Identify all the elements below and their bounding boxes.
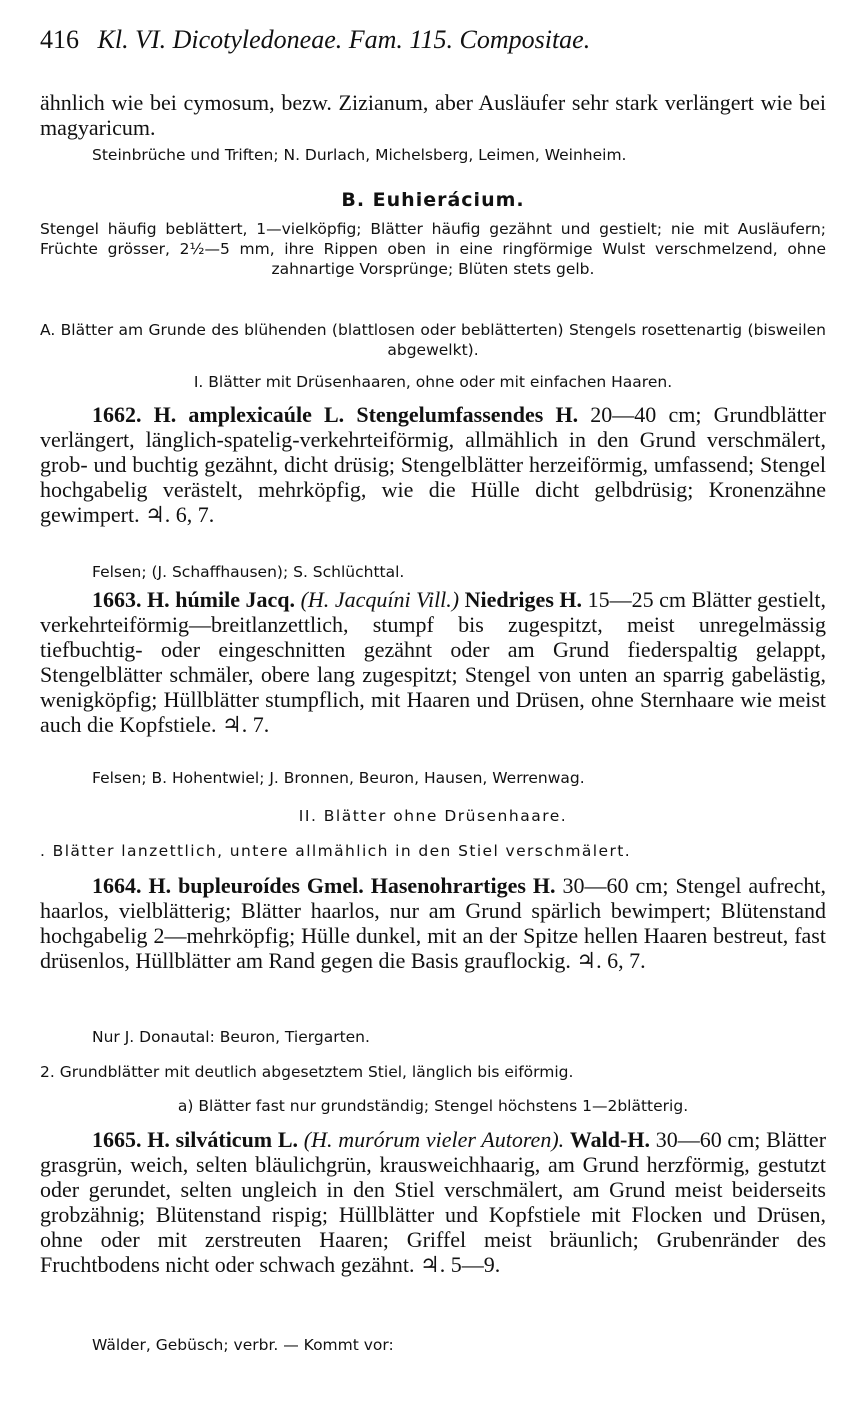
species-name: H. amplexicaúle L.: [153, 402, 345, 427]
species-entry: [40, 402, 826, 527]
species-locality: Felsen; B. Hohentwiel; J. Bronnen, Beuron, Hausen, Werrenwag.: [92, 769, 585, 787]
key-1: . Blätter lanzettlich, untere allmählich in den Stiel verschmälert.: [40, 842, 632, 860]
species-size: 15—25 cm: [587, 587, 687, 612]
species-size: 30—60 cm;: [562, 873, 669, 898]
species-number: 1662.: [92, 402, 142, 427]
species-name: H. bupleuroídes Gmel.: [148, 873, 364, 898]
key-a-i: I. Blätter mit Drüsenhaaren, ohne oder mit einfachen Haaren.: [193, 373, 673, 391]
page-number: 416: [40, 25, 79, 54]
species-locality: Nur J. Donautal: Beuron, Tiergarten.: [92, 1028, 370, 1046]
species-number: 1665.: [92, 1127, 142, 1152]
species-description: 30—60 cm; Blätter grasgrün, weich, selten bläulichgrün, krausweichhaarig, am Grund herzförmig, gestutzt oder gerundet, selten ungleich in den Stiel verschmälert, am Grund meist beiderseits grobzähnig; Blütenstand rispig; Hüllblätter und Kopfstiele mit Flocken und Drüsen, ohne oder mit zerstreuten Haaren; Griffel meist bräunlich; Grubenränder des Fruchtbodens nicht oder schwach gezähnt. ♃. 5—9.: [40, 1127, 827, 1277]
species-description: Grundblätter verlängert, länglich-spatelig-verkehrteiförmig, allmählich in den Grund verschmälert, grob- und buchtig gezähnt, dicht drüsig; Stengelblätter herzeiförmig, umfassend; Stengel hochgabelig verästelt, mehrköpfig, wie die Hülle dicht gelbdrüsig; Kronenzähne gewimpert. ♃. 6, 7.: [40, 402, 826, 527]
species-synonym: (H. murórum vieler Autoren).: [303, 1127, 565, 1152]
species-name: H. silváticum L.: [147, 1127, 299, 1152]
species-locality: Wälder, Gebüsch; verbr. — Kommt vor:: [92, 1336, 394, 1354]
species-common-name: Wald-H.: [569, 1127, 650, 1152]
species-entry: [40, 587, 826, 737]
header-title: Kl. VI. Dicotyledoneae. Fam. 115. Compositae.: [97, 25, 591, 54]
key-a: A. Blätter am Grunde des blühenden (blattlosen oder beblätterten) Stengels rosettenartig (bisweilen abgewelkt).: [40, 321, 826, 359]
species-common-name: Hasenohrartiges H.: [370, 873, 556, 898]
intro-locality: Steinbrüche und Triften; N. Durlach, Michelsberg, Leimen, Weinheim.: [92, 146, 627, 164]
running-header: [40, 24, 826, 56]
species-number: 1664.: [92, 873, 142, 898]
key-2: 2. Grundblätter mit deutlich abgesetztem Stiel, länglich bis eiförmig.: [40, 1063, 574, 1081]
species-entry: [40, 1127, 826, 1277]
species-locality: Felsen; (J. Schaffhausen); S. Schlüchttal.: [92, 563, 405, 581]
section-b-description: Stengel häufig beblättert, 1—vielköpfig; Blätter häufig gezähnt und gestielt; nie mit Ausläufern; Früchte grösser, 2½—5 mm, ihre Rippen oben in eine ringförmige Wulst verschmelzend, ohne zahnartige Vorsprünge; Blüten stets gelb.: [40, 220, 826, 278]
key-a-ii: II. Blätter ohne Drüsenhaare.: [298, 807, 568, 825]
species-entry: [40, 873, 826, 973]
species-number: 1663.: [92, 587, 142, 612]
species-description: Stengel aufrecht, haarlos, vielblätterig; Blätter haarlos, nur am Grund spärlich bewimpert; Blütenstand hochgabelig 2—mehrköpfig; Hülle dunkel, mit an der Spitze hellen Haaren bestreut, fast drüsenlos, Hüllblätter am Rand gegen die Basis grauflockig. ♃. 6, 7.: [40, 873, 826, 973]
key-2a: a) Blätter fast nur grundständig; Stengel höchstens 1—2blätterig.: [177, 1097, 689, 1115]
species-size: 20—40 cm;: [590, 402, 702, 427]
intro-paragraph: ähnlich wie bei cymosum, bezw. Zizianum, aber Ausläufer sehr stark verlängert wie bei magyaricum.: [40, 90, 826, 140]
species-synonym: (H. Jacquíni Vill.): [300, 587, 460, 612]
species-name: H. húmile Jacq.: [147, 587, 296, 612]
section-b-title: B. Euhierácium.: [341, 189, 525, 211]
species-common-name: Stengelumfassendes H.: [356, 402, 579, 427]
species-description: Blätter gestielt, verkehrteiförmig—breitlanzettlich, stumpf bis zugespitzt, meist unregelmässig tiefbuchtig- oder eingeschnitten gezähnt oder am Grund fiederspaltig gelappt, Stengelblätter schmäler, obere lang zugespitzt; Stengel von unten an sparrig gabelästig, wenigköpfig; Hüllblätter stumpflich, mit Haaren und Drüsen, ohne Sternhaare wie meist auch die Kopfstiele. ♃. 7.: [40, 587, 827, 737]
species-common-name: Niedriges H.: [464, 587, 583, 612]
